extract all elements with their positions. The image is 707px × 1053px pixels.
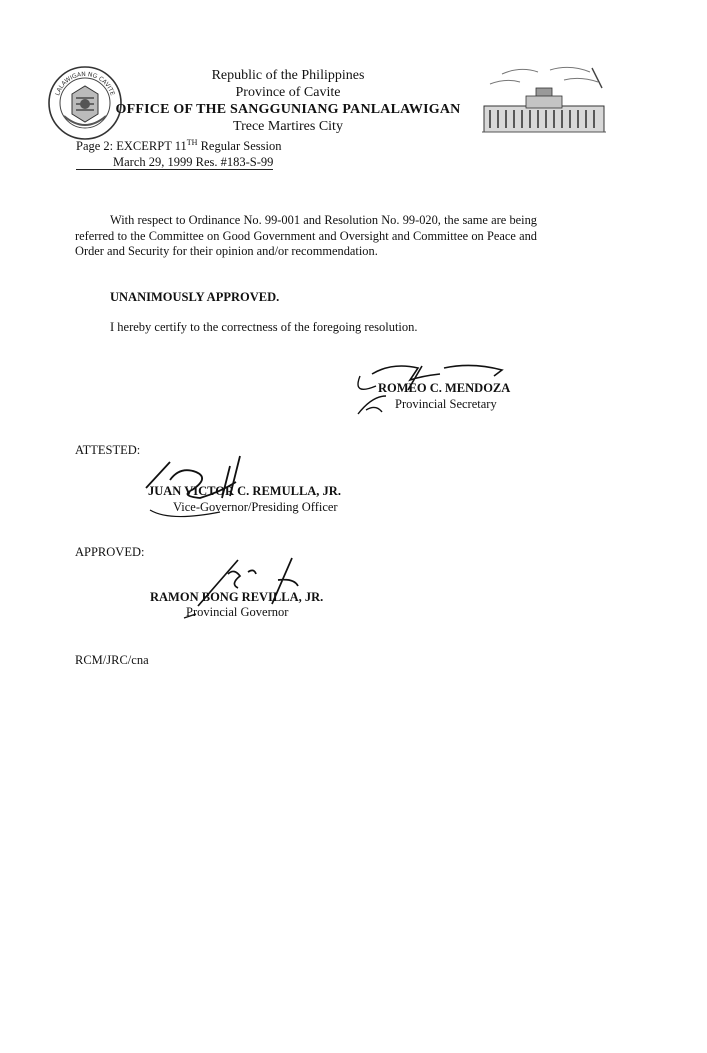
page-reference-text: Page 2: EXCERPT 11	[76, 139, 187, 154]
date-resolution: March 29, 1999 Res. #183-S-99	[113, 155, 274, 169]
page-reference	[76, 138, 281, 154]
reference-initials: RCM/JRC/cna	[75, 653, 149, 667]
date-resolution-line	[76, 155, 273, 170]
certification-statement: I hereby certify to the correctness of the foregoing resolution.	[110, 320, 418, 334]
governor-name: RAMON BONG REVILLA, JR.	[150, 590, 324, 604]
approval-statement: UNANIMOUSLY APPROVED.	[110, 290, 280, 304]
city-line: Trece Martires City	[233, 119, 343, 134]
page-reference-session: Regular Session	[197, 139, 282, 154]
secretary-name: ROMEO C. MENDOZA	[378, 381, 511, 395]
province-line: Province of Cavite	[235, 85, 341, 100]
approved-label: APPROVED:	[75, 545, 145, 559]
secretary-title: Provincial Secretary	[395, 397, 497, 411]
page-reference-superscript: TH	[186, 138, 198, 147]
building-icon	[480, 64, 608, 136]
governor-title: Provincial Governor	[186, 605, 289, 619]
vice-governor-title: Vice-Governor/Presiding Officer	[173, 500, 338, 514]
body-paragraph: With respect to Ordinance No. 99-001 and Resolution No. 99-020, the same are being referred to the Committee on Good Government and Oversight and Committee on Peace and Order and Security for their opinion and/or recommendation.	[75, 213, 537, 258]
attested-label: ATTESTED:	[75, 443, 141, 457]
vice-governor-name: JUAN VICTOR C. REMULLA, JR.	[148, 484, 341, 498]
seal-text: LALAWIGAN NG CAVITE	[54, 70, 116, 97]
capitol-building-image	[480, 64, 608, 136]
office-title: OFFICE OF THE SANGGUNIANG PANLALAWIGAN	[115, 102, 461, 117]
republic-line: Republic of the Philippines	[211, 68, 365, 83]
